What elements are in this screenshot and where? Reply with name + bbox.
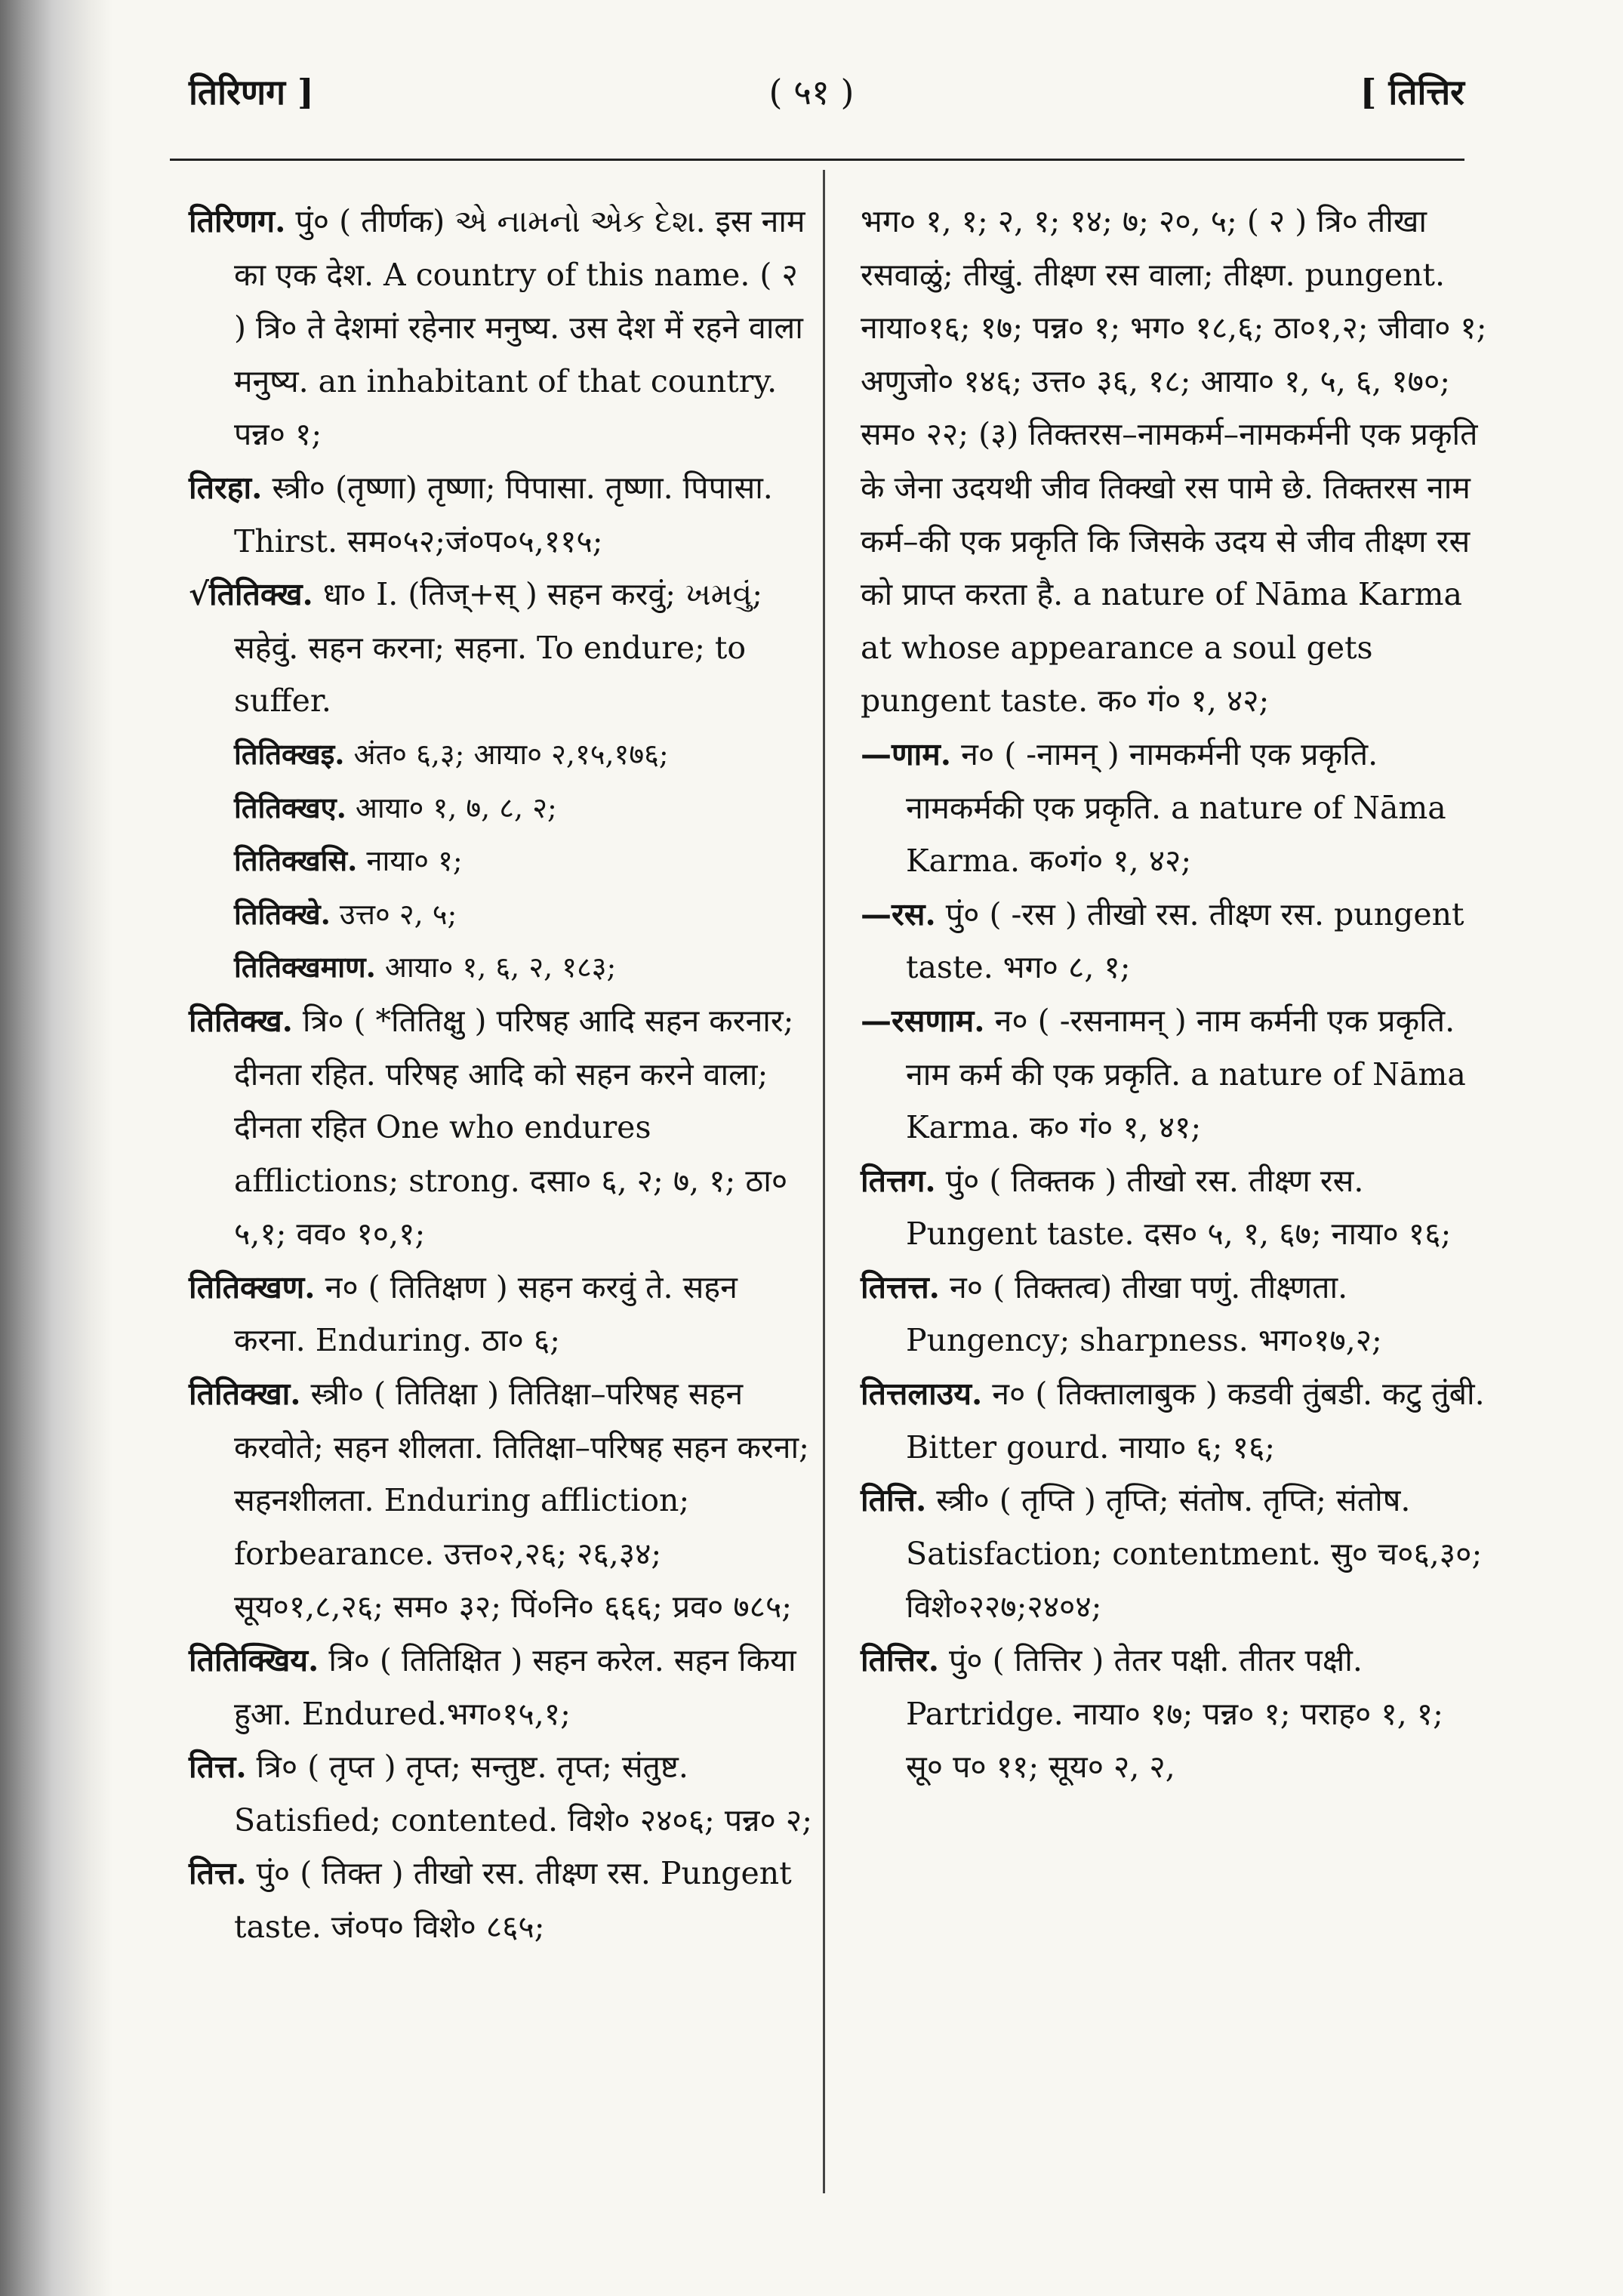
entry-headword: √तितिक्ख.: [189, 576, 313, 613]
entry-definition: पुं० ( तीर्णक) એ નામનો એક દેશ. इस नाम का एक देश. A country of this name. ( २ ) त्रि० ते देशमां रहेनार मनुष्य. उस देश में रहने वाला मनुष्य. an inhabitant of that country. पन्न० १;: [234, 203, 805, 453]
entry-definition: उत्त० २, ५;: [330, 897, 457, 931]
entry-definition: न० ( -नामन् ) नामकर्मनी एक प्रकृति. नामकर्मकी एक प्रकृति. a nature of Nāma Karma. क०गं० १, ४२;: [906, 735, 1446, 880]
entry-headword: तितिक्खइ.: [234, 736, 345, 771]
entry-definition: स्त्री० (तृष्णा) तृष्णा; पिपासा. तृष्णा. पिपासा. Thirst. सम०५२;जं०प०५,११५;: [234, 469, 773, 559]
entry-definition: त्रि० ( तितिक्षित ) सहन करेल. सहन किया हुआ. Endured.भग०१५,१;: [234, 1642, 796, 1732]
entry-headword: तित्तग.: [861, 1162, 936, 1199]
entry-definition: धा० I. (तिज्+स् ) सहन करवुं; ખમવું; सहेवुं. सहन करना; सहना. To endure; to suffer.: [234, 576, 763, 720]
left-column: [189, 195, 815, 1954]
entry-definition: नाया० १;: [357, 844, 463, 878]
entry-headword: तिरिणग.: [189, 203, 286, 239]
entry-definition: आया० १, ७, ८, २;: [346, 791, 557, 824]
entry-headword: तितिक्खण.: [189, 1268, 316, 1305]
entry-headword: तितिक्खमाण.: [234, 950, 376, 985]
entry-headword: तित्त.: [189, 1749, 247, 1786]
dictionary-entry: [189, 941, 815, 994]
entry-headword: —रस.: [861, 895, 936, 932]
entry-definition: न० ( तिक्तत्व) तीखा पणुं. तीक्ष्णता. Pungency; sharpness. भग०१७,२;: [906, 1268, 1382, 1359]
header-rule: [170, 159, 1464, 161]
entry-definition: अंत० ६,३; आया० २,१५,१७६;: [344, 737, 669, 771]
page-number: ( ५१ ): [768, 72, 855, 112]
dictionary-entry: [189, 1634, 815, 1740]
dictionary-entry: [861, 1474, 1487, 1634]
entry-definition: पुं० ( तिक्तक ) तीखो रस. तीक्ष्ण रस. Pungent taste. दस० ५, १, ६७; नाया० १६;: [906, 1162, 1452, 1253]
dictionary-entry: [189, 834, 815, 888]
dictionary-entry: [861, 728, 1487, 888]
entry-headword: तितिक्खिय.: [189, 1642, 319, 1679]
running-head-right: [ तित्तिर: [1360, 72, 1464, 112]
entry-definition: न० ( -रसनामन् ) नाम कर्मनी एक प्रकृति. नाम कर्म की एक प्रकृति. a nature of Nāma Karma. क० गं० १, ४१;: [906, 1002, 1466, 1146]
dictionary-entry: [189, 728, 815, 781]
dictionary-entry: [861, 1261, 1487, 1367]
dictionary-entry: [189, 1367, 815, 1634]
entry-headword: तित्तिर.: [861, 1642, 939, 1679]
dictionary-entry: [861, 1367, 1487, 1474]
entry-headword: तितिक्ख.: [189, 1002, 293, 1039]
entry-headword: तित्त.: [189, 1855, 247, 1892]
entry-headword: तितिक्खए.: [234, 790, 346, 824]
dictionary-entry: [189, 1740, 815, 1847]
entry-definition: त्रि० ( *तितिक्षु ) परिषह आदि सहन करनार; दीनता रहित. परिषह आदि को सहन करने वाला; दीनता रहित One who endures afflictions; strong. दसा० ६, २; ७, १; ठा० ५,१; वव० १०,१;: [234, 1002, 794, 1253]
entry-definition: त्रि० ( तृप्त ) तृप्त; सन्तुष्ट. तृप्त; संतुष्ट. Satisfied; contented. विशे० २४०६; पन्न० २;: [234, 1749, 813, 1838]
dictionary-entry: [189, 1261, 815, 1367]
entry-definition: पुं० ( -रस ) तीखो रस. तीक्ष्ण रस. pungent taste. भग० ८, १;: [906, 895, 1464, 986]
dictionary-entry: [189, 1847, 815, 1953]
entry-headword: तित्तलाउय.: [861, 1376, 983, 1413]
dictionary-entry: [189, 781, 815, 835]
dictionary-entry: [861, 994, 1487, 1154]
running-head-left: तिरिणग ]: [189, 72, 314, 112]
column-divider: [823, 170, 825, 2193]
dictionary-entry: [861, 1634, 1487, 1794]
entry-headword: तित्ति.: [861, 1482, 927, 1519]
entry-definition: न० ( तिक्तालाबुक ) कडवी तुंबडी. कटु तुंबी. Bitter gourd. नाया० ६; १६;: [906, 1376, 1485, 1465]
entry-definition: न० ( तितिक्षण ) सहन करवुं ते. सहन करना. Enduring. ठा० ६;: [234, 1268, 738, 1359]
entry-definition: आया० १, ६, २, १८३;: [375, 951, 617, 985]
entry-definition: पुं० ( तिक्त ) तीखो रस. तीक्ष्ण रस. Pungent taste. जं०प० विशे० ८६५;: [234, 1855, 792, 1945]
entry-headword: तितिक्खा.: [189, 1376, 301, 1413]
dictionary-entry: [189, 888, 815, 942]
dictionary-entry: [861, 888, 1487, 994]
entry-definition: भग० १, १; २, १; १४; ७; २०, ५; ( २ ) त्रि० तीखा रसवाळुं; तीखुं. तीक्ष्ण रस वाला; तीक्ष्ण. pungent. नाया०१६; १७; पन्न० १; भग० १८,६; ठा०१,२; जीवा० १; अणुजो० १४६; उत्त० ३६, १८; आया० १, ५, ६, १७०; सम० २२; (३) तिक्तरस–नामकर्म–नामकर्मनी एक प्रकृति के जेना उदयथी जीव तिक्खो रस पामे छे. तिक्तरस नाम कर्म–की एक प्रकृति कि जिसके उदय से जीव तीक्ष्ण रस को प्राप्त करता है. a nature of Nāma Karma at whose appearance a soul gets pungent taste. क० गं० १, ४२;: [861, 203, 1487, 720]
dictionary-entry: [861, 1154, 1487, 1261]
entry-definition: स्त्री० ( तृप्ति ) तृप्ति; संतोष. तृप्ति; संतोष. Satisfaction; contentment. सु० च०६,३०; विशे०२२७;२४०४;: [906, 1482, 1483, 1626]
entry-headword: तिरहा.: [189, 469, 263, 506]
entry-headword: तितिक्खे.: [234, 896, 331, 931]
dictionary-entry: [189, 994, 815, 1261]
page-binding-edge: [0, 0, 113, 2296]
dictionary-entry: [189, 461, 815, 568]
entry-headword: तित्तत्त.: [861, 1268, 940, 1305]
right-column: [861, 195, 1487, 1794]
dictionary-entry: [189, 568, 815, 728]
entry-definition: पुं० ( तित्तिर ) तेतर पक्षी. तीतर पक्षी. Partridge. नाया० १७; पन्न० १; पराह० १, १; सू० प० ११; सूय० २, २,: [906, 1642, 1443, 1786]
entry-headword: तितिक्खसि.: [234, 843, 358, 878]
entry-headword: —रसणाम.: [861, 1002, 985, 1039]
entry-headword: —णाम.: [861, 735, 952, 772]
entry-definition: स्त्री० ( तितिक्षा ) तितिक्षा–परिषह सहन करवोते; सहन शीलता. तितिक्षा–परिषह सहन करना; सहनशीलता. Enduring affliction; forbearance. उत्त०२,२६; २६,३४; सूय०१,८,२६; सम० ३२; पिं०नि० ६६६; प्रव० ७८५;: [234, 1376, 809, 1626]
dictionary-entry: [189, 195, 815, 461]
dictionary-entry: [861, 195, 1487, 728]
